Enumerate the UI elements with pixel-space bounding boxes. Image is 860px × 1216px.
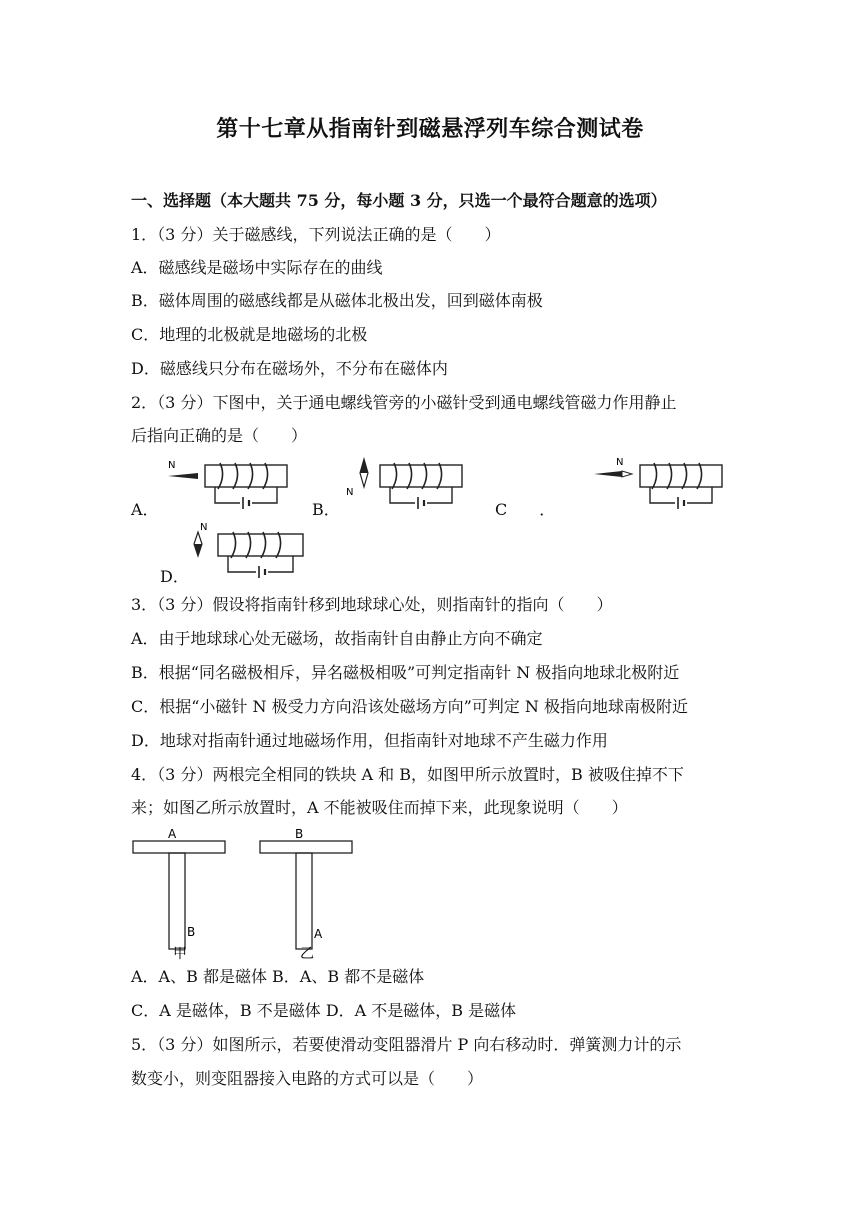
q4-stem-line1: 4．（3 分）两根完全相同的铁块 A 和 B，如图甲所示放置时，B 被吸住掉不下 [131, 765, 684, 784]
figure-caption-jia: 甲 [173, 946, 187, 962]
block-b-label: B [295, 827, 304, 841]
block-a-label: A [168, 827, 177, 841]
q5-stem-line2: 数变小，则变阻器接入电路的方式可以是（ ） [131, 1069, 484, 1088]
q2-figure-b [342, 455, 472, 515]
figure-caption-yi: 乙 [300, 946, 314, 962]
q4-stem-line2: 来；如图乙所示放置时，A 不能被吸住而掉下来，此现象说明（ ） [131, 798, 628, 817]
q4-options-ab: A．A、B 都是磁体 B．A、B 都不是磁体 [131, 967, 425, 986]
q2-label-c: C ． [495, 500, 556, 519]
q1-stem: 1．（3 分）关于磁感线，下列说法正确的是（ ） [131, 225, 501, 244]
q3-option-c: C．根据“小磁针 N 极受力方向沿该处磁场方向”可判定 N 极指向地球南极附近 [131, 697, 688, 716]
page-title: 第十七章从指南针到磁悬浮列车综合测试卷 [216, 116, 644, 142]
q3-option-b: B．根据“同名磁极相斥，异名磁极相吸”可判定指南针 N 极指向地球北极附近 [131, 663, 680, 682]
q1-option-d: D．磁感线只分布在磁场外，不分布在磁体内 [131, 359, 448, 378]
q3-option-a: A．由于地球球心处无磁场，故指南针自由静止方向不确定 [131, 629, 543, 648]
q1-option-b: B．磁体周围的磁感线都是从磁体北极出发，回到磁体南极 [131, 291, 543, 310]
q4-figure-jia [131, 826, 231, 966]
q2-label-b: B． [312, 500, 340, 519]
needle-n-label: N [200, 522, 208, 533]
q4-options-cd: C．A 是磁体，B 不是磁体 D．A 不是磁体，B 是磁体 [131, 1001, 517, 1020]
q2-stem-line1: 2．（3 分）下图中，关于通电螺线管旁的小磁针受到通电螺线管磁力作用静止 [131, 393, 677, 412]
q2-figure-a [160, 455, 295, 515]
q2-stem-line2: 后指向正确的是（ ） [131, 426, 308, 445]
block-b-label: B [187, 925, 196, 939]
needle-n-label: N [616, 457, 624, 468]
needle-n-label: N [168, 460, 176, 471]
q1-option-a: A．磁感线是磁场中实际存在的曲线 [131, 258, 383, 277]
block-a-label: A [314, 927, 323, 941]
q2-figure-c [592, 455, 732, 515]
q4-figure-yi [258, 826, 358, 966]
section-heading: 一、选择题（本大题共 75 分，每小题 3 分，只选一个最符合题意的选项） [131, 191, 667, 210]
q3-stem: 3．（3 分）假设将指南针移到地球球心处，则指南针的指向（ ） [131, 595, 613, 614]
q1-option-c: C．地理的北极就是地磁场的北极 [131, 325, 368, 344]
q2-label-a: A． [131, 500, 159, 519]
needle-n-label: N [346, 487, 354, 498]
q2-figure-d [188, 522, 313, 580]
q5-stem-line1: 5．（3 分）如图所示，若要使滑动变阻器滑片 P 向右移动时．弹簧测力计的示 [131, 1035, 682, 1054]
q2-label-d: D． [160, 567, 189, 586]
q3-option-d: D．地球对指南针通过地磁场作用，但指南针对地球不产生磁力作用 [131, 731, 608, 750]
